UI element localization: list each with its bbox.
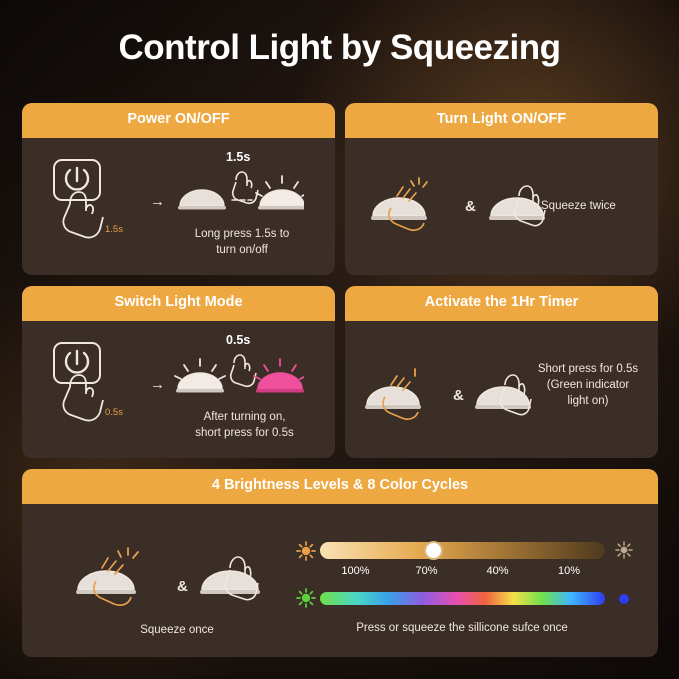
- turn-amp-label: &: [465, 197, 476, 215]
- timer-caption-line3: light on): [567, 394, 609, 407]
- card-turn-heading: Turn Light ON/OFF: [345, 103, 658, 138]
- card-power-heading: Power ON/OFF: [22, 103, 335, 138]
- power-duration-label: 1.5s: [226, 149, 251, 164]
- brightness-knob[interactable]: [424, 541, 443, 560]
- brightness-level-70: 70%: [415, 564, 438, 577]
- sun-small-icon: [296, 541, 316, 561]
- card-turn-light-on-off: [345, 103, 658, 275]
- lamp-mode-sequence-icon: [172, 343, 304, 405]
- card-power-on-off: [22, 103, 335, 275]
- color-track[interactable]: [320, 592, 605, 605]
- sun-large-icon: [614, 540, 634, 560]
- turn-caption: Squeeze twice: [541, 199, 616, 212]
- lamp-press-sequence-icon: [174, 160, 304, 222]
- card-timer-heading: Activate the 1Hr Timer: [345, 286, 658, 321]
- card-switch-light-mode: [22, 286, 335, 458]
- power-caption-line1: Long press 1.5s to: [194, 227, 290, 240]
- card-mode-heading: Switch Light Mode: [22, 286, 335, 321]
- card-brightness-heading: 4 Brightness Levels & 8 Color Cycles: [22, 469, 658, 504]
- squeeze-lamp-icon-1: [367, 170, 457, 240]
- hand-press-mode-icon: [40, 337, 150, 432]
- brightness-levels-row: [320, 565, 605, 577]
- mode-caption-line1: After turning on,: [203, 410, 286, 423]
- hand-press-power-icon: [40, 154, 150, 249]
- squeeze-lamp-timer-icon-1: [361, 359, 451, 429]
- card-activate-timer: [345, 286, 658, 458]
- timer-caption-line1: Short press for 0.5s: [537, 362, 639, 375]
- mode-caption-line2: short press for 0.5s: [195, 426, 294, 439]
- brightness-level-40: 40%: [486, 564, 509, 577]
- power-time-badge: 1.5s: [105, 223, 123, 235]
- squeeze-lamp-bright-icon-1: [70, 540, 170, 618]
- brightness-slider-caption: Press or squeeze the sillicone sufce once: [356, 621, 568, 634]
- card-brightness-levels: [22, 469, 658, 657]
- mode-time-badge: 0.5s: [105, 406, 123, 418]
- brightness-level-10: 10%: [557, 564, 581, 577]
- mode-duration-label: 0.5s: [226, 332, 251, 347]
- color-sun-icon: [296, 588, 316, 608]
- blue-dot-icon: [616, 591, 632, 607]
- brightness-amp-label: &: [177, 577, 188, 595]
- page-title: Control Light by Squeezing: [118, 28, 561, 67]
- power-arrow-icon: →: [150, 192, 165, 210]
- timer-amp-label: &: [453, 386, 464, 404]
- timer-caption-line2: (Green indicator: [546, 378, 630, 391]
- squeeze-lamp-bright-icon-2: [194, 540, 294, 618]
- color-slider[interactable]: [320, 592, 605, 605]
- power-caption-line2: turn on/off: [216, 243, 268, 256]
- brightness-track[interactable]: [320, 542, 605, 559]
- brightness-slider[interactable]: [320, 542, 605, 559]
- brightness-squeeze-caption: Squeeze once: [140, 623, 214, 636]
- mode-arrow-icon: →: [150, 375, 165, 393]
- brightness-level-100: 100%: [341, 564, 370, 577]
